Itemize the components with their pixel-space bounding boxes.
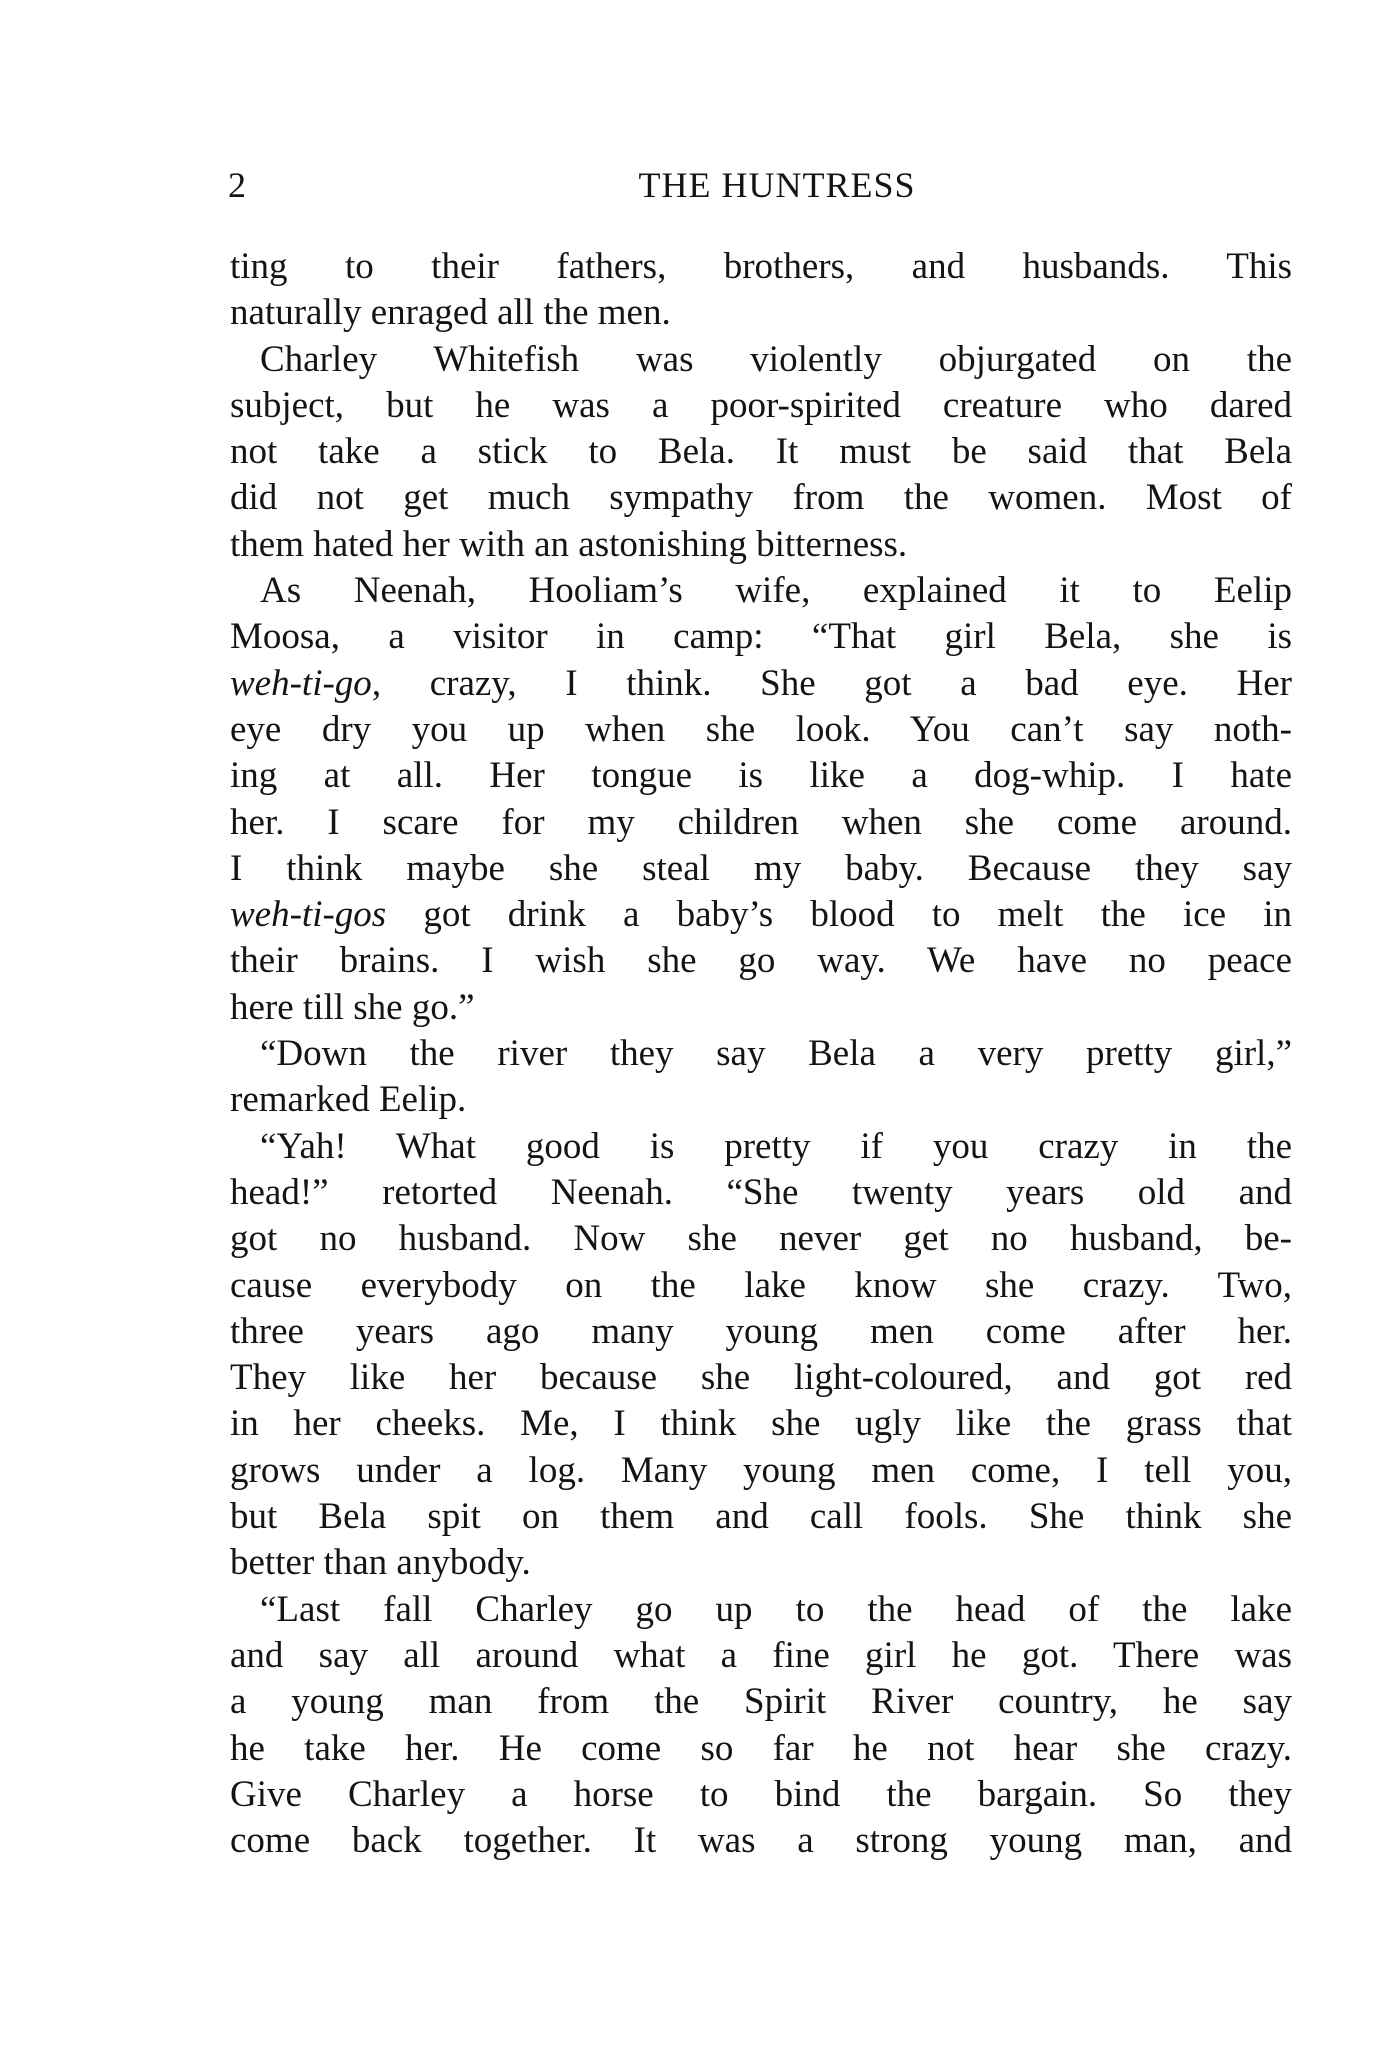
text-line: he take her. He come so far he not hear she crazy. (230, 1727, 1292, 1769)
text-line: grows under a log. Many young men come, I tell you, (230, 1449, 1292, 1491)
text-line: remarked Eelip. (230, 1079, 467, 1121)
text-line: As Neenah, Hooliam’s wife, explained it to Eelip (260, 570, 1292, 612)
text-line: eye dry you up when she look. You can’t say noth- (230, 708, 1292, 750)
text-line: here till she go.” (230, 986, 475, 1028)
text-run: , crazy, I think. She got a bad eye. Her (371, 662, 1292, 704)
text-line: come back together. It was a strong young man, and (230, 1820, 1292, 1862)
text-line: better than anybody. (230, 1542, 531, 1584)
text-line: got no husband. Now she never get no husband, be- (230, 1218, 1292, 1260)
text-line (230, 892, 1292, 938)
text-line: Give Charley a horse to bind the bargain. So they (230, 1773, 1292, 1815)
text-line: ing at all. Her tongue is like a dog-whip. I hate (230, 755, 1292, 797)
page-header (228, 160, 1296, 210)
body-text (230, 244, 1292, 1864)
text-line: ting to their fathers, brothers, and husbands. This (230, 246, 1292, 287)
text-line: a young man from the Spirit River country, he say (230, 1681, 1292, 1723)
text-line: their brains. I wish she go way. We have no peace (230, 940, 1292, 982)
text-line: Moosa, a visitor in camp: “That girl Bela, she is (230, 616, 1292, 658)
text-line: They like her because she light-coloured, and got red (230, 1357, 1292, 1399)
italic-term: weh-ti-gos (230, 894, 387, 936)
text-line: not take a stick to Bela. It must be said that Bela (230, 431, 1292, 473)
text-line: them hated her with an astonishing bitterness. (230, 523, 908, 565)
text-line (230, 661, 1292, 707)
text-line: I think maybe she steal my baby. Because they say (230, 847, 1292, 889)
text-line: her. I scare for my children when she come around. (230, 801, 1292, 843)
text-line: three years ago many young men come after her. (230, 1310, 1292, 1352)
text-line: cause everybody on the lake know she crazy. Two, (230, 1264, 1292, 1306)
text-line: “Last fall Charley go up to the head of the lake (260, 1588, 1292, 1630)
running-head: THE HUNTRESS (638, 165, 916, 205)
text-run: got drink a baby’s blood to melt the ice in (386, 894, 1292, 936)
page-number: 2 (228, 165, 246, 205)
text-line: “Yah! What good is pretty if you crazy in the (260, 1125, 1292, 1167)
text-line: Charley Whitefish was violently objurgated on the (260, 338, 1292, 380)
text-line: did not get much sympathy from the women. Most of (230, 477, 1292, 519)
text-line: “Down the river they say Bela a very pretty girl,” (260, 1033, 1292, 1075)
text-line: but Bela spit on them and call fools. She think she (230, 1496, 1292, 1538)
text-line: head!” retorted Neenah. “She twenty years old and (230, 1171, 1292, 1213)
text-line: in her cheeks. Me, I think she ugly like the grass that (230, 1403, 1292, 1445)
italic-term: weh-ti-go (230, 662, 372, 704)
text-line: subject, but he was a poor-spirited creature who dared (230, 384, 1292, 426)
text-line: and say all around what a fine girl he got. There was (230, 1634, 1292, 1676)
text-line: naturally enraged all the men. (230, 292, 671, 334)
